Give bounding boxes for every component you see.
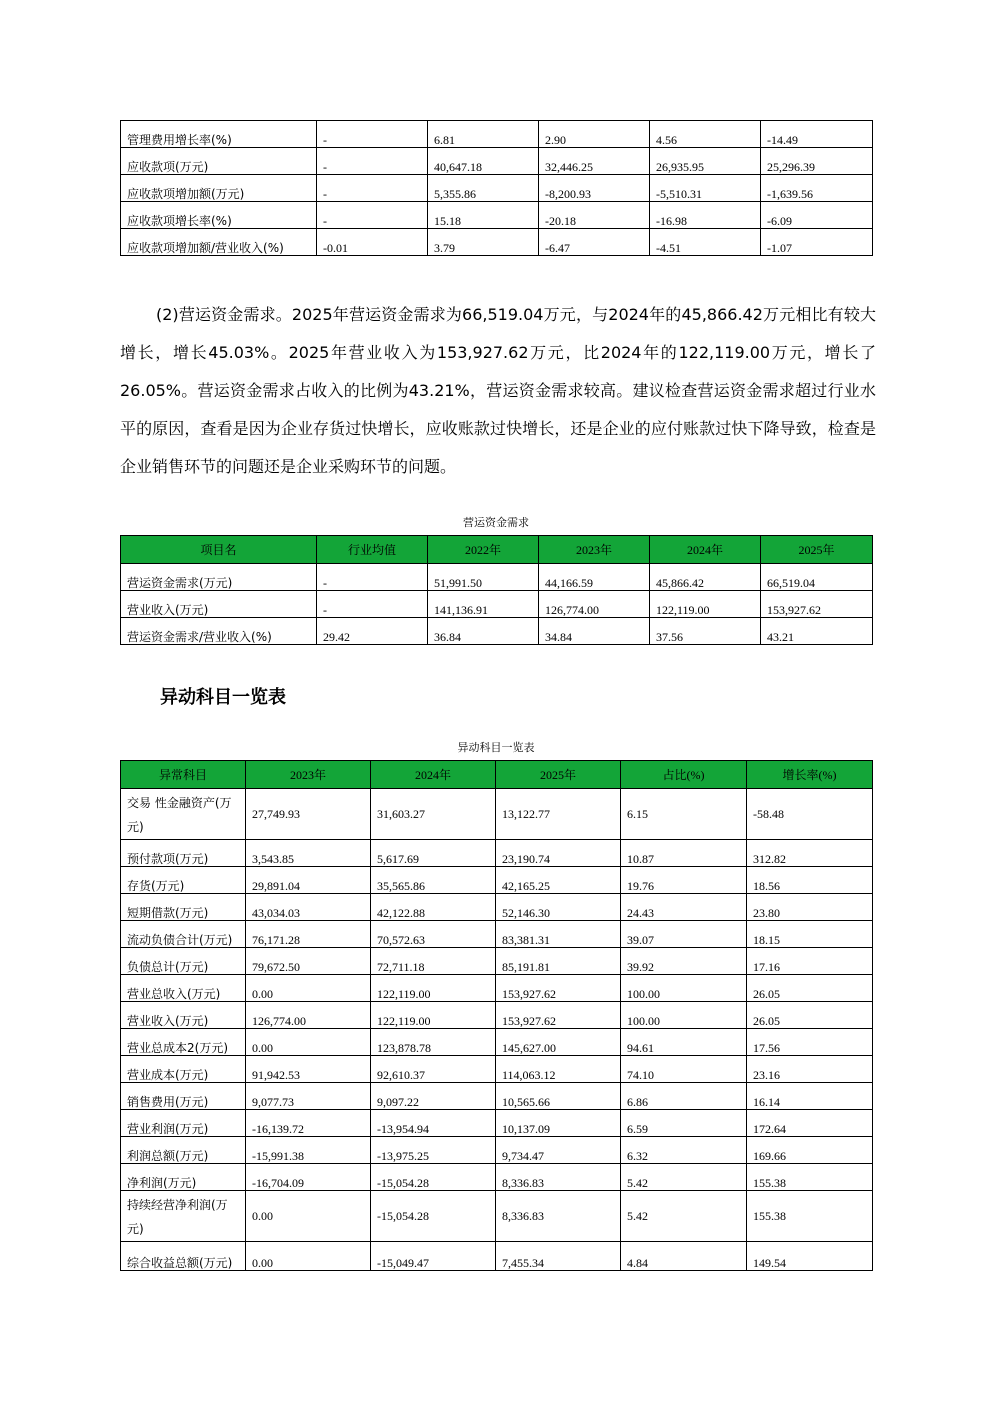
table-row — [121, 894, 873, 921]
value-cell: 70,572.63 — [371, 921, 496, 948]
value-cell: 31,603.27 — [371, 789, 496, 840]
value-cell: -20.18 — [539, 202, 650, 229]
value-cell: 5.42 — [621, 1164, 747, 1191]
value-cell: 43.21 — [761, 618, 873, 645]
table-row — [121, 1242, 873, 1271]
table-row — [121, 921, 873, 948]
value-cell: 3.79 — [428, 229, 539, 256]
value-cell: 100.00 — [621, 975, 747, 1002]
table-row — [121, 1056, 873, 1083]
value-cell: 100.00 — [621, 1002, 747, 1029]
value-cell: 0.00 — [246, 1242, 371, 1271]
value-cell: -8,200.93 — [539, 175, 650, 202]
table-row — [121, 229, 873, 256]
section-heading: 异动科目一览表 — [160, 687, 286, 708]
table-row — [121, 618, 873, 645]
value-cell: 24.43 — [621, 894, 747, 921]
value-cell: 0.00 — [246, 1029, 371, 1056]
value-cell: - — [317, 175, 428, 202]
value-cell: 141,136.91 — [428, 591, 539, 618]
value-cell: -5,510.31 — [650, 175, 761, 202]
value-cell: -4.51 — [650, 229, 761, 256]
row-label-cell: 营运资金需求(万元) — [121, 564, 317, 591]
value-cell: 9,077.73 — [246, 1083, 371, 1110]
value-cell: 172.64 — [747, 1110, 873, 1137]
value-cell: 29,891.04 — [246, 867, 371, 894]
table-row — [121, 121, 873, 148]
value-cell: 123,878.78 — [371, 1029, 496, 1056]
header-cell: 2023年 — [539, 536, 650, 564]
value-cell: 10,565.66 — [496, 1083, 621, 1110]
value-cell: -15,054.28 — [371, 1164, 496, 1191]
value-cell: 36.84 — [428, 618, 539, 645]
value-cell: -15,049.47 — [371, 1242, 496, 1271]
row-label-cell: 应收款项增加额/营业收入(%) — [121, 229, 317, 256]
value-cell: -0.01 — [317, 229, 428, 256]
row-label-cell: 预付款项(万元) — [121, 840, 246, 867]
value-cell: 13,122.77 — [496, 789, 621, 840]
value-cell: 92,610.37 — [371, 1056, 496, 1083]
value-cell: 42,122.88 — [371, 894, 496, 921]
value-cell: 4.84 — [621, 1242, 747, 1271]
value-cell: 35,565.86 — [371, 867, 496, 894]
header-cell: 项目名 — [121, 536, 317, 564]
working-capital-table — [120, 535, 873, 645]
row-label-cell: 应收款项增长率(%) — [121, 202, 317, 229]
table-row — [121, 1002, 873, 1029]
anomaly-accounts-table — [120, 760, 873, 1271]
value-cell: 32,446.25 — [539, 148, 650, 175]
value-cell: -16,704.09 — [246, 1164, 371, 1191]
table-row — [121, 1164, 873, 1191]
value-cell: 85,191.81 — [496, 948, 621, 975]
value-cell: - — [317, 121, 428, 148]
table-row — [121, 1029, 873, 1056]
value-cell: 5,617.69 — [371, 840, 496, 867]
row-label-cell: 营业总收入(万元) — [121, 975, 246, 1002]
table-row — [121, 948, 873, 975]
value-cell: -13,975.25 — [371, 1137, 496, 1164]
row-label-cell: 应收款项增加额(万元) — [121, 175, 317, 202]
row-label-cell: 短期借款(万元) — [121, 894, 246, 921]
value-cell: 155.38 — [747, 1164, 873, 1191]
row-label-cell: 管理费用增长率(%) — [121, 121, 317, 148]
header-cell: 2025年 — [761, 536, 873, 564]
value-cell: 149.54 — [747, 1242, 873, 1271]
value-cell: 169.66 — [747, 1137, 873, 1164]
value-cell: 26.05 — [747, 975, 873, 1002]
value-cell: 122,119.00 — [371, 975, 496, 1002]
table-row — [121, 202, 873, 229]
value-cell: 9,097.22 — [371, 1083, 496, 1110]
value-cell: 39.92 — [621, 948, 747, 975]
header-cell: 占比(%) — [621, 761, 747, 789]
working-capital-caption: 营运资金需求 — [463, 516, 529, 529]
header-cell: 2023年 — [246, 761, 371, 789]
value-cell: 312.82 — [747, 840, 873, 867]
value-cell: -6.09 — [761, 202, 873, 229]
row-label-cell: 存货(万元) — [121, 867, 246, 894]
value-cell: 72,711.18 — [371, 948, 496, 975]
row-label-cell: 负债总计(万元) — [121, 948, 246, 975]
value-cell: -13,954.94 — [371, 1110, 496, 1137]
value-cell: 6.15 — [621, 789, 747, 840]
value-cell: - — [317, 591, 428, 618]
value-cell: 26.05 — [747, 1002, 873, 1029]
table-row — [121, 591, 873, 618]
value-cell: 18.56 — [747, 867, 873, 894]
value-cell: 7,455.34 — [496, 1242, 621, 1271]
header-cell: 行业均值 — [317, 536, 428, 564]
table-row — [121, 1083, 873, 1110]
table-row — [121, 789, 873, 840]
value-cell: 19.76 — [621, 867, 747, 894]
value-cell: 5.42 — [621, 1191, 747, 1242]
value-cell: -58.48 — [747, 789, 873, 840]
value-cell: -15,991.38 — [246, 1137, 371, 1164]
value-cell: 153,927.62 — [496, 1002, 621, 1029]
header-cell: 异常科目 — [121, 761, 246, 789]
value-cell: 0.00 — [246, 975, 371, 1002]
table-row — [121, 840, 873, 867]
value-cell: 74.10 — [621, 1056, 747, 1083]
row-label-cell: 流动负债合计(万元) — [121, 921, 246, 948]
value-cell: 6.32 — [621, 1137, 747, 1164]
value-cell: 17.16 — [747, 948, 873, 975]
value-cell: 37.56 — [650, 618, 761, 645]
value-cell: -1.07 — [761, 229, 873, 256]
header-cell: 2022年 — [428, 536, 539, 564]
value-cell: 145,627.00 — [496, 1029, 621, 1056]
value-cell: 42,165.25 — [496, 867, 621, 894]
value-cell: 91,942.53 — [246, 1056, 371, 1083]
value-cell: 155.38 — [747, 1191, 873, 1242]
value-cell: 76,171.28 — [246, 921, 371, 948]
row-label-cell: 应收款项(万元) — [121, 148, 317, 175]
value-cell: 6.81 — [428, 121, 539, 148]
header-cell: 2024年 — [371, 761, 496, 789]
value-cell: -16,139.72 — [246, 1110, 371, 1137]
value-cell: 153,927.62 — [761, 591, 873, 618]
value-cell: 8,336.83 — [496, 1164, 621, 1191]
value-cell: 23,190.74 — [496, 840, 621, 867]
value-cell: 17.56 — [747, 1029, 873, 1056]
value-cell: 34.84 — [539, 618, 650, 645]
growth-metrics-table — [120, 120, 873, 256]
working-capital-paragraph: (2)营运资金需求。2025年营运资金需求为66,519.04万元，与2024年的45,866.42万元相比有较大增长，增长45.03%。2025年营业收入为153,927.62万元，比2024年的122,119.00万元，增长了26.05%。营运资金需求占收入的比例为43.21%，营运资金需求较高。建议检查营运资金需求超过行业水平的原因，查看是因为企业存货过快增长，应收账款过快增长，还是企业的应付账款过快下降导致，检查是企业销售环节的问题还是企业采购环节的问题。 — [120, 305, 876, 476]
value-cell: -1,639.56 — [761, 175, 873, 202]
row-label-cell: 营业收入(万元) — [121, 591, 317, 618]
value-cell: -15,054.28 — [371, 1191, 496, 1242]
row-label-cell: 营业收入(万元) — [121, 1002, 246, 1029]
anomaly-table-caption: 异动科目一览表 — [457, 741, 535, 754]
row-label-cell: 利润总额(万元) — [121, 1137, 246, 1164]
value-cell: 23.80 — [747, 894, 873, 921]
value-cell: -14.49 — [761, 121, 873, 148]
row-label-cell: 持续经营净利润(万元) — [121, 1191, 246, 1242]
header-cell: 2024年 — [650, 536, 761, 564]
value-cell: 122,119.00 — [371, 1002, 496, 1029]
value-cell: 27,749.93 — [246, 789, 371, 840]
value-cell: 15.18 — [428, 202, 539, 229]
value-cell: - — [317, 148, 428, 175]
value-cell: 29.42 — [317, 618, 428, 645]
value-cell: 45,866.42 — [650, 564, 761, 591]
value-cell: 51,991.50 — [428, 564, 539, 591]
row-label-cell: 营业利润(万元) — [121, 1110, 246, 1137]
value-cell: 52,146.30 — [496, 894, 621, 921]
value-cell: 40,647.18 — [428, 148, 539, 175]
table-row — [121, 148, 873, 175]
value-cell: 126,774.00 — [539, 591, 650, 618]
row-label-cell: 营运资金需求/营业收入(%) — [121, 618, 317, 645]
row-label-cell: 综合收益总额(万元) — [121, 1242, 246, 1271]
table-row — [121, 564, 873, 591]
value-cell: 23.16 — [747, 1056, 873, 1083]
value-cell: 2.90 — [539, 121, 650, 148]
row-label-cell: 营业总成本2(万元) — [121, 1029, 246, 1056]
value-cell: 43,034.03 — [246, 894, 371, 921]
value-cell: 25,296.39 — [761, 148, 873, 175]
value-cell: -16.98 — [650, 202, 761, 229]
table-row — [121, 1137, 873, 1164]
value-cell: 26,935.95 — [650, 148, 761, 175]
row-label-cell: 营业成本(万元) — [121, 1056, 246, 1083]
value-cell: 114,063.12 — [496, 1056, 621, 1083]
table-row — [121, 1110, 873, 1137]
value-cell: 0.00 — [246, 1191, 371, 1242]
value-cell: 39.07 — [621, 921, 747, 948]
value-cell: - — [317, 202, 428, 229]
value-cell: 6.86 — [621, 1083, 747, 1110]
value-cell: - — [317, 564, 428, 591]
row-label-cell: 交易 性金融资产(万元) — [121, 789, 246, 840]
table-row — [121, 975, 873, 1002]
value-cell: 16.14 — [747, 1083, 873, 1110]
table-row — [121, 175, 873, 202]
value-cell: 44,166.59 — [539, 564, 650, 591]
value-cell: 9,734.47 — [496, 1137, 621, 1164]
value-cell: 79,672.50 — [246, 948, 371, 975]
table-row — [121, 867, 873, 894]
value-cell: 8,336.83 — [496, 1191, 621, 1242]
value-cell: 83,381.31 — [496, 921, 621, 948]
table-row — [121, 1191, 873, 1242]
table-header-row — [121, 761, 873, 789]
value-cell: -6.47 — [539, 229, 650, 256]
value-cell: 10,137.09 — [496, 1110, 621, 1137]
value-cell: 10.87 — [621, 840, 747, 867]
header-cell: 2025年 — [496, 761, 621, 789]
value-cell: 126,774.00 — [246, 1002, 371, 1029]
value-cell: 94.61 — [621, 1029, 747, 1056]
value-cell: 18.15 — [747, 921, 873, 948]
value-cell: 4.56 — [650, 121, 761, 148]
value-cell: 3,543.85 — [246, 840, 371, 867]
row-label-cell: 销售费用(万元) — [121, 1083, 246, 1110]
value-cell: 122,119.00 — [650, 591, 761, 618]
table-header-row — [121, 536, 873, 564]
row-label-cell: 净利润(万元) — [121, 1164, 246, 1191]
header-cell: 增长率(%) — [747, 761, 873, 789]
value-cell: 6.59 — [621, 1110, 747, 1137]
value-cell: 66,519.04 — [761, 564, 873, 591]
value-cell: 5,355.86 — [428, 175, 539, 202]
value-cell: 153,927.62 — [496, 975, 621, 1002]
